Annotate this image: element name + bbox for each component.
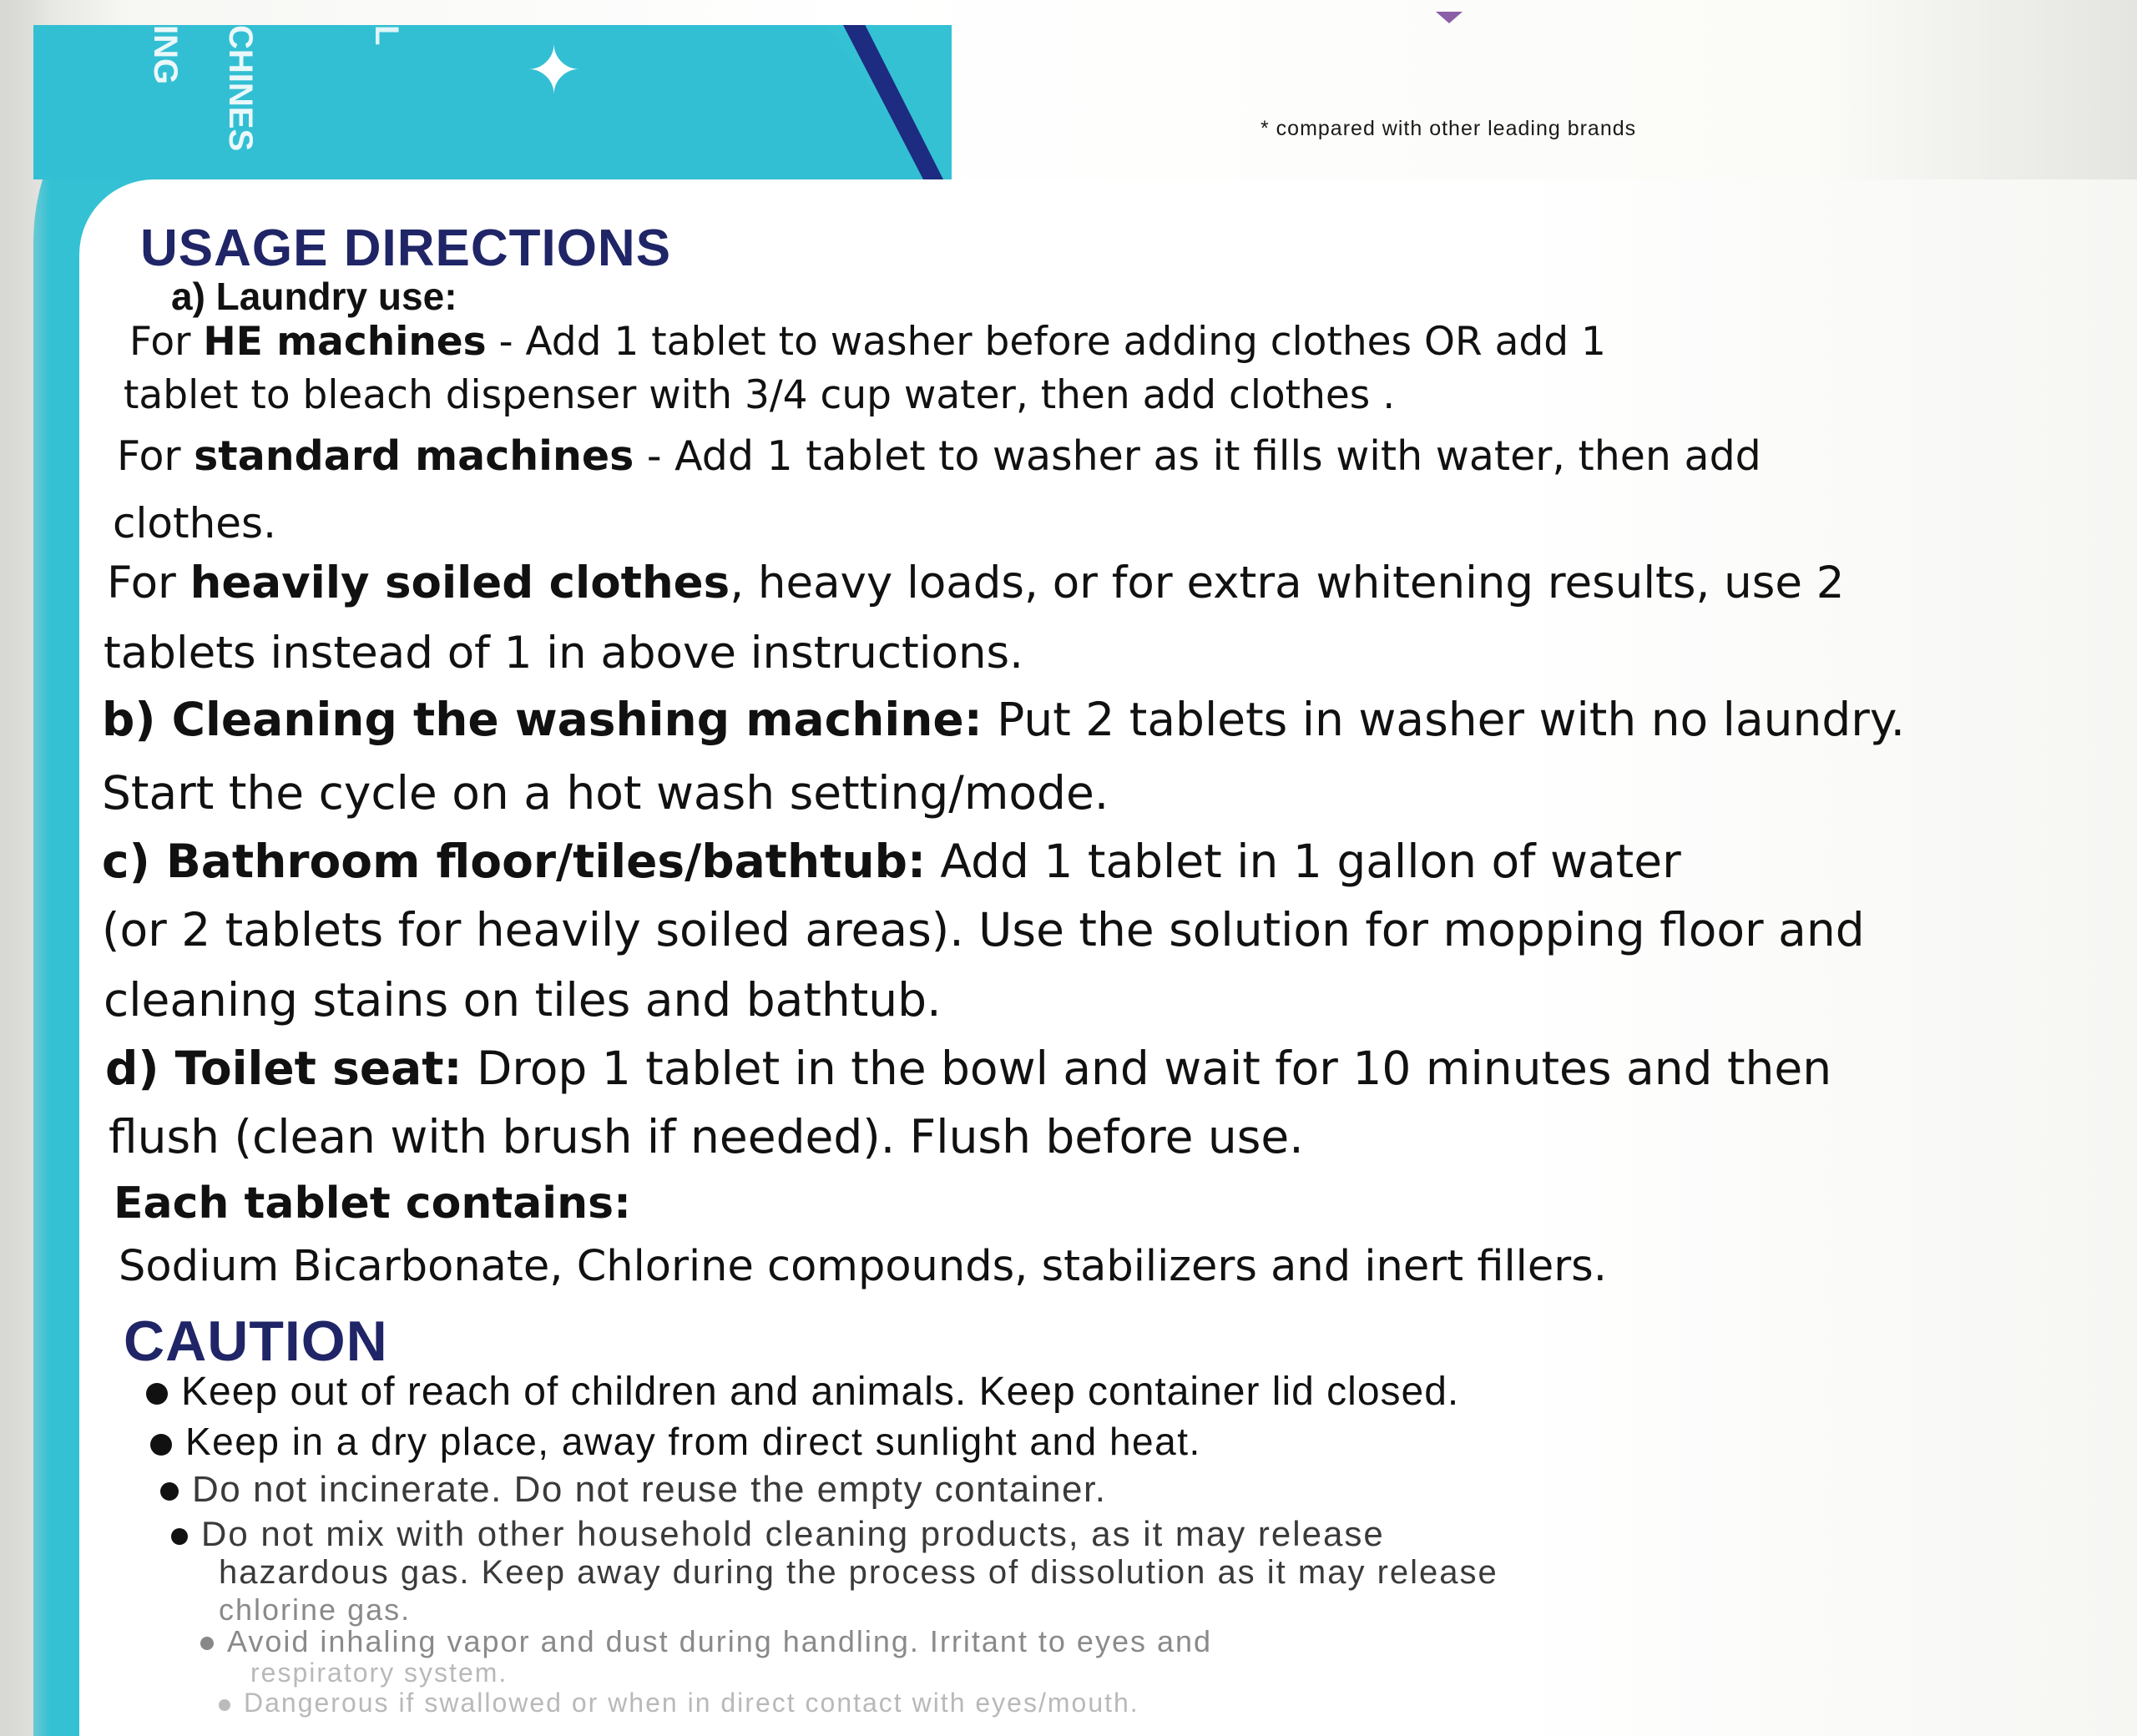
caution-item [146, 1369, 1459, 1415]
bullet-icon [150, 1434, 172, 1456]
toilet-seat-line [105, 1042, 1831, 1095]
standard-machines-line-2: clothes. [113, 499, 276, 548]
caution-item [150, 1419, 1201, 1464]
caution-item [160, 1469, 1106, 1511]
caution-item-cont: chlorine gas. [219, 1592, 412, 1627]
laundry-use-title: a) Laundry use: [171, 275, 457, 318]
bathroom-term: c) Bathroom floor/tiles/bathtub: [102, 835, 926, 888]
side-text-ing: ING [147, 25, 184, 85]
side-text-chines: CHINES [222, 25, 259, 152]
washing-machine-line-2: Start the cycle on a hot wash setting/mode. [102, 766, 1109, 820]
caution-item-text: Do not mix with other household cleaning products, as it may release [201, 1514, 1385, 1553]
heavily-soiled-line-2: tablets instead of 1 in above instructions. [104, 628, 1024, 679]
text-segment: - Add 1 tablet to washer before adding clothes OR add 1 [486, 319, 1606, 365]
he-machines-line-2: tablet to bleach dispenser with 3/4 cup water, then add clothes . [124, 372, 1396, 418]
washing-machine-term: b) Cleaning the washing machine: [102, 693, 983, 746]
caution-item-text: Keep out of reach of children and animals. Keep container lid closed. [181, 1370, 1460, 1414]
text-segment: - Add 1 tablet to washer as it fills with water, then add [634, 432, 1761, 480]
text-segment: Put 2 tablets in washer with no laundry. [982, 693, 1906, 746]
caution-item-cont: hazardous gas. Keep away during the process of dissolution as it may release [219, 1554, 1498, 1591]
text-segment: For [107, 558, 190, 608]
bullet-icon [171, 1528, 188, 1545]
he-machines-term: HE machines [203, 319, 487, 365]
bullet-icon [160, 1482, 179, 1501]
caution-item [200, 1624, 1212, 1659]
side-text-l: L [368, 25, 405, 46]
standard-machines-term: standard machines [194, 432, 634, 480]
bathroom-line-3: cleaning stains on tiles and bathtub. [104, 973, 942, 1027]
heavily-soiled-line [107, 558, 1845, 608]
washing-machine-line [102, 693, 1905, 746]
caution-item-text: Avoid inhaling vapor and dust during handling. Irritant to eyes and [227, 1624, 1213, 1658]
text-segment: , heavy loads, or for extra whitening results, use 2 [730, 558, 1845, 608]
bathroom-line-2: (or 2 tablets for heavily soiled areas). Use the solution for mopping floor and [102, 903, 1865, 956]
caution-item [219, 1688, 1139, 1718]
text-segment: For [117, 432, 195, 480]
standard-machines-line [117, 432, 1761, 480]
text-segment: Add 1 tablet in 1 gallon of water [925, 835, 1681, 888]
bottle-curve-shadow [0, 0, 50, 1736]
caution-item-text: Do not incinerate. Do not reuse the empty container. [192, 1469, 1107, 1510]
bullet-icon [200, 1637, 214, 1650]
contains-title: Each tablet contains: [114, 1178, 631, 1229]
heavily-soiled-term: heavily soiled clothes [189, 558, 730, 608]
text-segment: Drop 1 tablet in the bowl and wait for 10 minutes and then [462, 1042, 1832, 1095]
bullet-icon [146, 1383, 168, 1405]
sparkle-icon: ✦ [526, 32, 583, 109]
caution-item-text: Keep in a dry place, away from direct sunlight and heat. [185, 1420, 1201, 1463]
bathroom-line [102, 835, 1681, 888]
footnote: * compared with other leading brands [1260, 117, 1637, 140]
contains-text: Sodium Bicarbonate, Chlorine compounds, stabilizers and inert fillers. [119, 1242, 1607, 1291]
toilet-seat-line-2: flush (clean with brush if needed). Flush before use. [109, 1110, 1304, 1163]
toilet-seat-term: d) Toilet seat: [105, 1042, 462, 1095]
caution-item-cont: respiratory system. [250, 1658, 508, 1688]
bullet-icon [219, 1699, 230, 1711]
caution-item [171, 1514, 1385, 1554]
he-machines-line [129, 319, 1606, 365]
caution-heading: CAUTION [124, 1310, 388, 1373]
ribbon-icon [1436, 12, 1463, 23]
text-segment: For [129, 319, 204, 365]
usage-directions-heading: USAGE DIRECTIONS [140, 220, 672, 277]
caution-item-text: Dangerous if swallowed or when in direct contact with eyes/mouth. [244, 1688, 1139, 1718]
